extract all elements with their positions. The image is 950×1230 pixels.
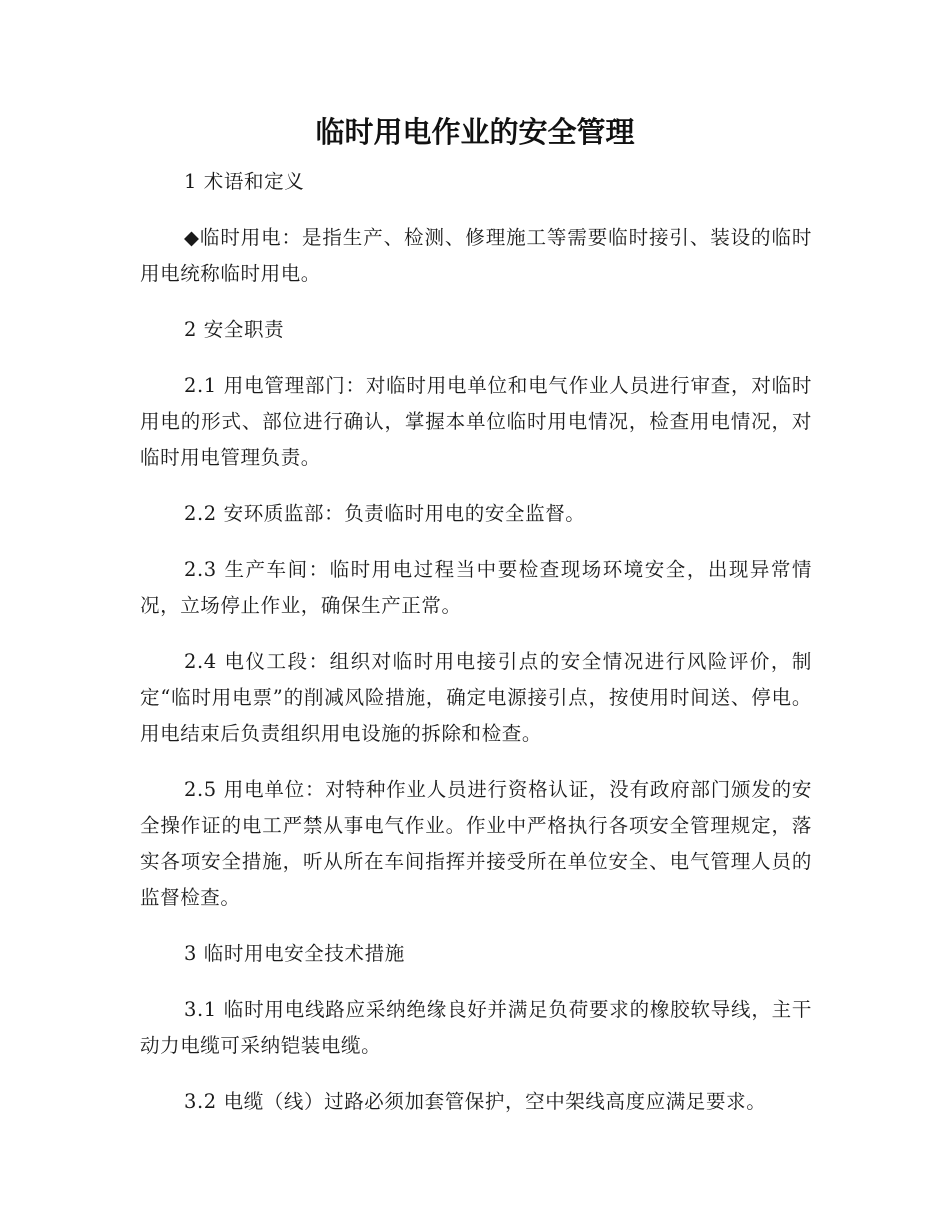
paragraph-2-5: 2.5 用电单位：对特种作业人员进行资格认证，没有政府部门颁发的安全操作证的电工严禁从事电气作业。作业中严格执行各项安全管理规定，落实各项安全措施，听从所在车间指挥并接受所在单位安全、电气管理人员的监督检查。 (140, 778, 812, 909)
paragraph-2-1: 2.1 用电管理部门：对临时用电单位和电气作业人员进行审查，对临时用电的形式、部位进行确认，掌握本单位临时用电情况，检查用电情况，对临时用电管理负责。 (140, 374, 812, 469)
document-body (140, 164, 812, 1140)
paragraph-2-4: 2.4 电仪工段：组织对临时用电接引点的安全情况进行风险评价，制定“临时用电票”的削减风险措施，确定电源接引点，按使用时间送、停电。用电结束后负责组织用电设施的拆除和检查。 (140, 650, 812, 745)
section-heading-terms: 1 术语和定义 (184, 170, 305, 193)
paragraph-definition: ◆临时用电：是指生产、检测、修理施工等需要临时接引、装设的临时用电统称临时用电。 (140, 226, 812, 285)
paragraph-2-3: 2.3 生产车间：临时用电过程当中要检查现场环境安全，出现异常情况，立场停止作业，确保生产正常。 (140, 558, 812, 617)
section-heading-measures: 3 临时用电安全技术措施 (184, 942, 405, 965)
paragraph-3-2: 3.2 电缆（线）过路必须加套管保护，空中架线高度应满足要求。 (184, 1090, 767, 1113)
paragraph-2-2: 2.2 安环质监部：负责临时用电的安全监督。 (184, 502, 586, 525)
section-heading-responsibilities: 2 安全职责 (184, 318, 285, 341)
document-title: 临时用电作业的安全管理 (315, 115, 635, 149)
paragraph-3-1: 3.1 临时用电线路应采纳绝缘良好并满足负荷要求的橡胶软导线，主干动力电缆可采纳铠装电缆。 (140, 998, 812, 1057)
